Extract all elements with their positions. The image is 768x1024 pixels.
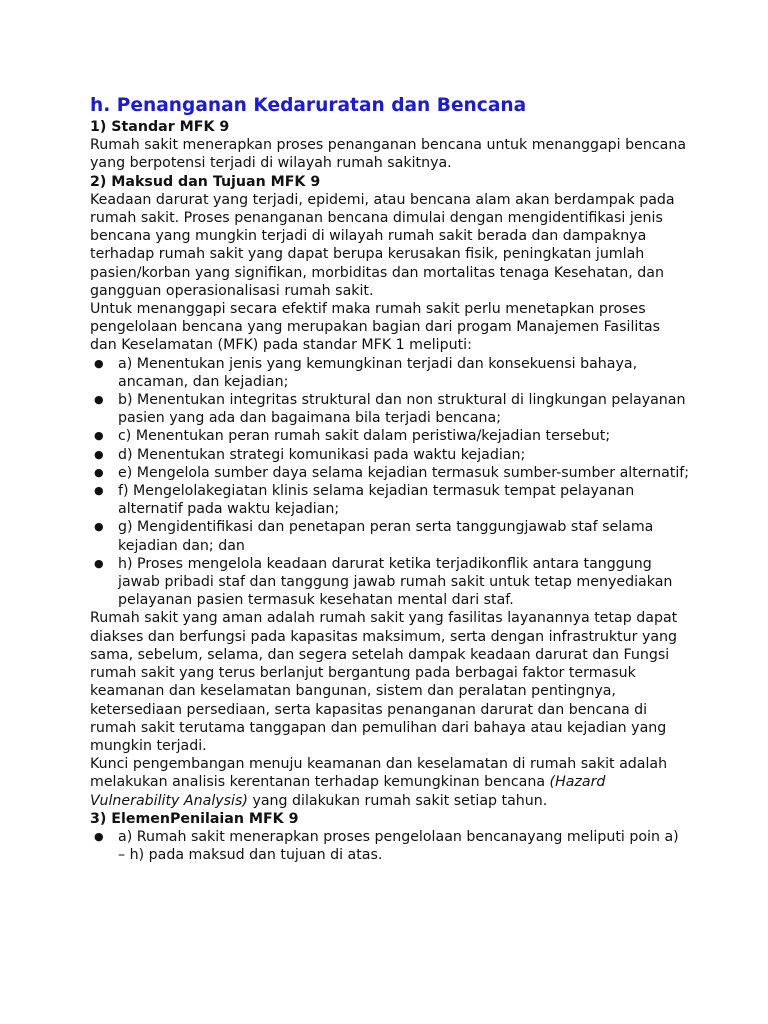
bullet-icon: ● [94,447,104,461]
maksud-paragraph-1: Keadaan darurat yang terjadi, epidemi, atau bencana alam akan berdampak pada rumah sakit. Proses penanganan bencana dimulai dengan mengidentifikasi jenis bencana yang mungkin terjadi di wilayah rumah sakit berada dan dampaknya terhadap rumah sakit yang dapat berupa kerusakan fisik, peningkatan jumlah pasien/korban yang signifikan, morbiditas dan mortalitas tenaga Kesehatan, dan gangguan operasionalisasi rumah sakit. [90,191,675,299]
list-item: ● a) Rumah sakit menerapkan proses pengelolaan bencanayang meliputi poin a) – h) pada maksud dan tujuan di atas. [94,828,679,864]
maksud-paragraph-4: Kunci pengembangan menuju keamanan dan keselamatan di rumah sakit adalah melakukan analisis kerentanan terhadap kemungkinan bencana (Hazard Vulnerability Analysis) yang dilakukan rumah sakit setiap tahun. [90,756,668,809]
bullet-icon: ● [94,556,104,570]
bullet-icon: ● [94,829,104,843]
section-heading-elemen: 3) ElemenPenilaian MFK 9 [90,810,299,827]
bullet-icon: ● [94,484,104,498]
maksud-paragraph-2: Untuk menanggapi secara efektif maka rumah sakit perlu menetapkan proses pengelolaan bencana yang merupakan bagian dari progam Manajemen Fasilitas dan Keselamatan (MFK) pada standar MFK 1 meliputi: [90,301,660,354]
list-item: ● g) Mengidentifikasi dan penetapan peran serta tanggungjawab staf selama kejadian dan; dan [94,519,654,554]
hva-term: (Hazard Vulnerability Analysis) [90,774,606,809]
document-page [90,94,690,864]
list-item: ● e) Mengelola sumber daya selama kejadian termasuk sumber-sumber alternatif; [94,464,690,481]
list-item: ● h) Proses mengelola keadaan darurat ketika terjadikonflik antara tanggung jawab pribadi staf dan tanggung jawab rumah sakit untuk tetap menyediakan pelayanan pasien termasuk kesehatan mental dari staf. [94,555,673,609]
section-heading-standar: 1) Standar MFK 9 [90,119,230,135]
bullet-icon: ● [94,465,104,479]
list-item: ● c) Menentukan peran rumah sakit dalam peristiwa/kejadian tersebut; [94,428,611,445]
list-item: ● d) Menentukan strategi komunikasi pada waktu kejadian; [94,446,526,463]
elemen-bullet-list [90,828,690,864]
bullet-icon: ● [94,429,104,443]
list-item: ● a) Menentukan jenis yang kemungkinan terjadi dan konsekuensi bahaya, ancaman, dan kejadian; [94,355,638,390]
list-item: ● b) Menentukan integritas struktural dan non struktural di lingkungan pelayanan pasien yang ada dan bagaimana bila terjadi bencana; [94,392,686,427]
maksud-bullet-list [90,355,690,610]
bullet-icon: ● [94,356,104,370]
maksud-paragraph-3: Rumah sakit yang aman adalah rumah sakit yang fasilitas layanannya tetap dapat diakses dan berfungsi pada kapasitas maksimum, serta dengan infrastruktur yang sama, sebelum, selama, dan segera setelah dampak keadaan darurat dan Fungsi rumah sakit yang terus berlanjut bergantung pada berbagai faktor termasuk keamanan dan keselamatan bangunan, sistem dan peralatan pentingnya, ketersediaan persediaan, serta kapasitas penanganan darurat dan bencana di rumah sakit terutama tanggapan dan pemulihan dari bahaya atau kejadian yang mungkin terjadi. [90,610,678,754]
document-title: h. Penanganan Kedaruratan dan Bencana [90,95,527,116]
bullet-icon: ● [94,393,104,407]
list-item: ● f) Mengelolakegiatan klinis selama kejadian termasuk tempat pelayanan alternatif pada waktu kejadian; [94,483,635,518]
bullet-icon: ● [94,520,104,534]
standar-text: Rumah sakit menerapkan proses penanganan bencana untuk menanggapi bencana yang berpotensi terjadi di wilayah rumah sakitnya. [90,137,687,172]
section-heading-maksud: 2) Maksud dan Tujuan MFK 9 [90,173,321,190]
